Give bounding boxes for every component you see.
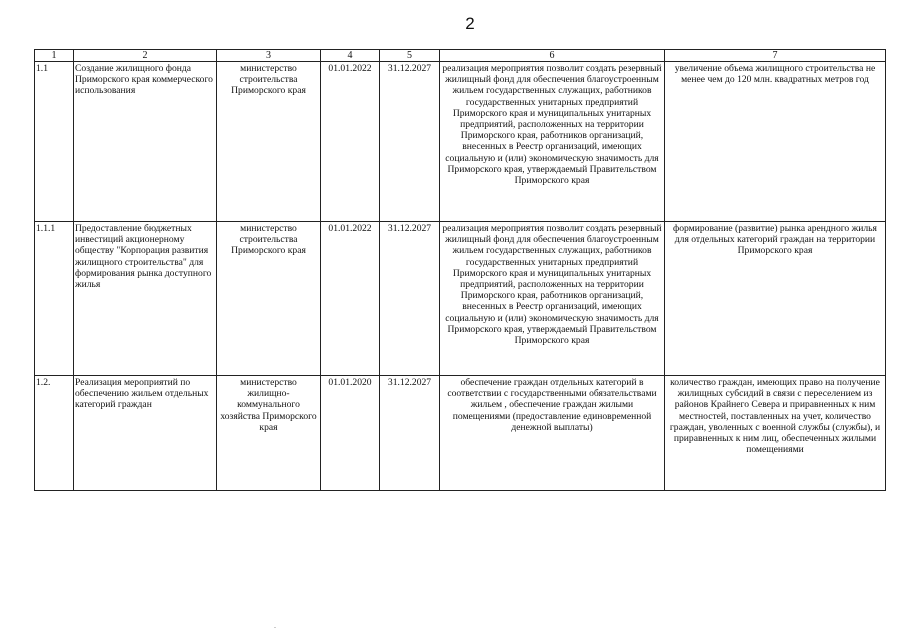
start-date: 01.01.2020 bbox=[321, 376, 380, 491]
end-date: 31.12.2027 bbox=[380, 222, 440, 376]
table-row bbox=[35, 376, 886, 491]
header-row bbox=[35, 50, 886, 62]
measures-table bbox=[34, 49, 886, 491]
column-header: 2 bbox=[74, 50, 217, 62]
page-number: 2 bbox=[465, 14, 475, 33]
column-header: 4 bbox=[321, 50, 380, 62]
executor: министерство жилищно-коммунального хозяйства Приморского края bbox=[217, 376, 321, 491]
column-header: 5 bbox=[380, 50, 440, 62]
start-date: 01.01.2022 bbox=[321, 222, 380, 376]
measure-name: Реализация мероприятий по обеспечению жильем отдельных категорий граждан bbox=[74, 376, 217, 491]
start-date: 01.01.2022 bbox=[321, 62, 380, 222]
column-header: 6 bbox=[440, 50, 665, 62]
executor: министерство строительства Приморского края bbox=[217, 222, 321, 376]
table-row bbox=[35, 222, 886, 376]
column-header: 7 bbox=[665, 50, 886, 62]
column-header: 1 bbox=[35, 50, 74, 62]
indicator: формирование (развитие) рынка арендного жилья для отдельных категорий граждан на территории Приморского края bbox=[665, 222, 886, 376]
row-number: 1.2. bbox=[35, 376, 74, 491]
indicator: количество граждан, имеющих право на получение жилищных субсидий в связи с переселением из районов Крайнего Севера и приравненных к ним местностей, поставленных на учет, количество граждан, уволенных с военной службы (службы), и приравненных к ним лиц, обеспеченных жилыми помещениями bbox=[665, 376, 886, 491]
expected-result: обеспечение граждан отдельных категорий в соответствии с государственными обязательствами жильем , обеспечение граждан жилыми помещениями (предоставление единовременной денежной выплаты) bbox=[440, 376, 665, 491]
end-date: 31.12.2027 bbox=[380, 376, 440, 491]
executor: министерство строительства Приморского края bbox=[217, 62, 321, 222]
measure-name: Предоставление бюджетных инвестиций акционерному обществу "Корпорация развития жилищного строительства" для формирования рынка доступного жилья bbox=[74, 222, 217, 376]
scan-artifact bbox=[274, 627, 276, 628]
row-number: 1.1.1 bbox=[35, 222, 74, 376]
expected-result: реализация мероприятия позволит создать резервный жилищный фонд для обеспечения благоустроенным жильем государственных служащих, работников государственных унитарных предприятий Приморского края и муниципальных унитарных предприятий, расположенных на территории Приморского края, работников организаций, внесенных в Реестр организаций, имеющих социальную и (или) экономическую значимость для Приморского края, утверждаемый Правительством Приморского края bbox=[440, 222, 665, 376]
table-row bbox=[35, 62, 886, 222]
row-number: 1.1 bbox=[35, 62, 74, 222]
indicator: увеличение объема жилищного строительства не менее чем до 120 млн. квадратных метров год bbox=[665, 62, 886, 222]
end-date: 31.12.2027 bbox=[380, 62, 440, 222]
expected-result: реализация мероприятия позволит создать резервный жилищный фонд для обеспечения благоустроенным жильем государственных служащих, работников государственных унитарных предприятий Приморского края и муниципальных унитарных предприятий, расположенных на территории Приморского края, работников организаций, внесенных в Реестр организаций, имеющих социальную и (или) экономическую значимость для Приморского края, утверждаемый Правительством Приморского края bbox=[440, 62, 665, 222]
column-header: 3 bbox=[217, 50, 321, 62]
measure-name: Создание жилищного фонда Приморского края коммерческого использования bbox=[74, 62, 217, 222]
